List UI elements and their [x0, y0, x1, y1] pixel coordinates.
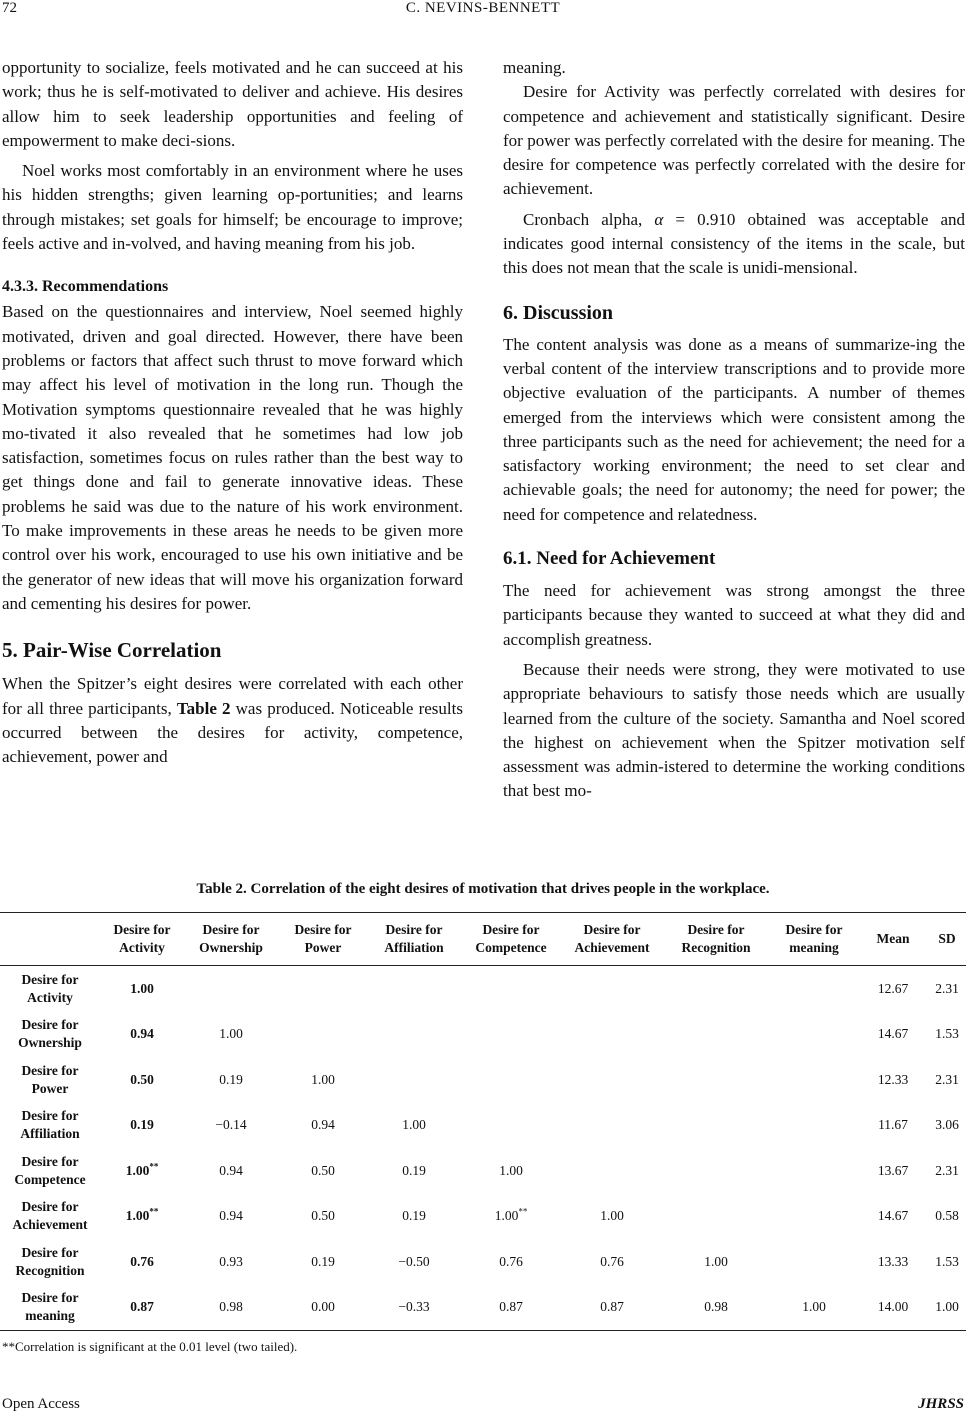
column-header — [662, 913, 770, 966]
correlation-cell — [770, 1239, 858, 1285]
column-header-text: Desire for — [294, 922, 352, 937]
row-header — [0, 966, 100, 1012]
correlation-value: 0.87 — [130, 1299, 154, 1315]
correlation-cell — [460, 1285, 562, 1331]
correlation-cell — [278, 1239, 368, 1285]
correlation-cell — [460, 1012, 562, 1058]
column-header — [278, 913, 368, 966]
correlation-value: 0.76 — [499, 1253, 523, 1269]
mean-cell: 14.00 — [877, 1299, 909, 1315]
mean-cell: 11.67 — [878, 1117, 908, 1133]
row-header-text: Desire for — [21, 1017, 79, 1033]
correlation-cell — [368, 1194, 460, 1240]
correlation-cell — [662, 1057, 770, 1103]
correlation-value: 0.87 — [499, 1299, 523, 1315]
correlation-cell — [184, 1103, 278, 1149]
column-header-text: Desire for — [385, 922, 443, 937]
column-header — [100, 913, 184, 966]
column-header-text: Desire for — [202, 922, 260, 937]
column-header-text: Desire for — [785, 922, 843, 937]
correlation-cell — [184, 1239, 278, 1285]
correlation-cell — [562, 1012, 662, 1058]
row-header-text: Desire for — [21, 1062, 79, 1078]
row-header — [0, 1148, 100, 1194]
row-header-text: meaning — [25, 1308, 75, 1324]
subsection-heading-need-for-achievement: 6.1. Need for Achievement — [503, 548, 716, 570]
correlation-value: 0.94 — [130, 1026, 154, 1042]
correlation-value: −0.33 — [398, 1299, 430, 1315]
correlation-table — [0, 912, 966, 1331]
column-header-text: meaning — [789, 940, 839, 955]
paragraph-text: Cronbach alpha, — [523, 209, 655, 229]
correlation-cell — [100, 1148, 184, 1194]
correlation-cell — [662, 1103, 770, 1149]
sd-cell: 2.31 — [935, 1071, 959, 1087]
mean-cell: 12.67 — [877, 980, 909, 996]
column-header — [928, 913, 966, 966]
correlation-cell — [184, 1285, 278, 1331]
correlation-cell — [100, 1239, 184, 1285]
correlation-value: 0.76 — [600, 1253, 624, 1269]
correlation-value: 1.00 — [125, 1162, 150, 1178]
row-header-text: Desire for — [21, 1290, 79, 1306]
correlation-cell — [460, 1148, 562, 1194]
row-header-text: Desire for — [21, 1108, 79, 1124]
correlation-cell — [184, 1057, 278, 1103]
paragraph-text: = 0.910 obtained was acceptable and indicates good internal consistency of the items in the scale, but this does not mean that the scale is unidi-mensional. — [503, 209, 966, 278]
column-header-text: Mean — [876, 931, 910, 946]
correlation-value: 0.19 — [402, 1162, 426, 1178]
mean-cell: 13.67 — [877, 1162, 909, 1178]
correlation-cell — [662, 966, 770, 1012]
column-header-text: SD — [938, 931, 956, 946]
correlation-cell — [278, 1012, 368, 1058]
correlation-value: 0.87 — [600, 1299, 624, 1315]
left-column — [2, 56, 463, 769]
column-header-text: Power — [304, 940, 342, 955]
correlation-cell — [184, 1012, 278, 1058]
page-number: 72 — [2, 0, 17, 16]
row-header — [0, 1103, 100, 1149]
paragraph: The content analysis was done as a means of summarize-ing the verbal content of the interview transcriptions and to provide more objective evaluation of the participants. A number of themes emerged from the interviews which were consistent among the three participants such as the need for achievement; the need for a satisfactory working environment; the need to set clear and achievable goals; the need for autonomy; the need for power; the need for competence and relatedness. — [503, 334, 965, 524]
correlation-cell — [662, 1194, 770, 1240]
sd-cell: 3.06 — [935, 1117, 959, 1133]
correlation-cell — [662, 1285, 770, 1331]
row-header-text: Power — [31, 1080, 69, 1096]
paragraph: Because their needs were strong, they were motivated to use appropriate behaviours to satisfy those needs which are usually learned from the culture of the society. Samantha and Noel scored the highest on achievement when the Spitzer motivation self assessment was admin-istered to determine the working conditions that best mo- — [503, 659, 965, 801]
paragraph: opportunity to socialize, feels motivated and he can succeed at his work; thus he is self-motivated to deliver and achieve. His desires allow him to seek leadership opportunities and feeling of empowerment to make deci-sions. — [2, 58, 463, 150]
correlation-cell — [562, 1239, 662, 1285]
correlation-cell — [100, 1194, 184, 1240]
correlation-value: 0.98 — [704, 1299, 728, 1315]
column-header-text: Recognition — [681, 940, 751, 955]
correlation-cell — [368, 1012, 460, 1058]
paragraph: meaning. — [503, 58, 566, 77]
correlation-cell — [770, 1057, 858, 1103]
correlation-cell — [770, 966, 858, 1012]
column-header — [368, 913, 460, 966]
correlation-cell — [100, 1057, 184, 1103]
table-header-row — [0, 913, 966, 966]
correlation-value: 0.50 — [311, 1208, 335, 1224]
table-body — [0, 966, 966, 1331]
row-header — [0, 1012, 100, 1058]
correlation-value: 1.00 — [802, 1299, 826, 1315]
paragraph: Desire for Activity was perfectly correlated with desires for competence and achievement and statistically significant. Desire for power was perfectly correlated with the desire for meaning. The desire for competence was perfectly correlated with the desire for achievement. — [503, 82, 965, 199]
correlation-cell — [100, 1012, 184, 1058]
row-header-text: Ownership — [18, 1035, 82, 1051]
correlation-cell — [770, 1194, 858, 1240]
correlation-cell — [662, 1148, 770, 1194]
sd-cell: 1.00 — [935, 1299, 959, 1315]
correlation-cell — [662, 1239, 770, 1285]
column-header-text: Desire for — [583, 922, 641, 937]
column-header-text: Desire for — [482, 922, 540, 937]
sd-cell: 2.31 — [935, 1162, 959, 1178]
column-header-text: Activity — [119, 940, 165, 955]
correlation-cell — [460, 1057, 562, 1103]
correlation-value: 0.98 — [219, 1299, 243, 1315]
section-heading-pair-wise-correlation: 5. Pair-Wise Correlation — [2, 638, 222, 663]
column-header-text: Competence — [475, 940, 547, 955]
row-header-text: Desire for — [21, 1244, 79, 1260]
footer-open-access: Open Access — [2, 1396, 80, 1412]
correlation-value: 0.76 — [130, 1253, 154, 1269]
correlation-cell — [184, 966, 278, 1012]
correlation-value: −0.14 — [215, 1117, 247, 1133]
right-column — [503, 56, 965, 804]
table-row — [0, 966, 966, 1012]
correlation-value: 0.19 — [130, 1117, 154, 1133]
correlation-cell — [100, 966, 184, 1012]
correlation-value: 0.94 — [311, 1117, 335, 1133]
row-header-text: Desire for — [21, 971, 79, 987]
column-header-text: Achievement — [574, 940, 650, 955]
correlation-cell — [100, 1285, 184, 1331]
subsection-heading-recommendations: 4.3.3. Recommendations — [2, 278, 169, 296]
correlation-cell — [184, 1194, 278, 1240]
table-row — [0, 1239, 966, 1285]
correlation-cell — [460, 1194, 562, 1240]
paragraph: Based on the questionnaires and interview, Noel seemed highly motivated, driven and goal directed. However, there have been problems or factors that affect such thrust to move forward which may affect his level of motivation in the long run. Though the Motivation symptoms questionnaire revealed that he was highly mo-tivated it also revealed that he sometimes had low job satisfaction, sometimes focus on rules rather than the best way to get things done and fail to generate innovative ideas. These problems he said was due to the nature of his work environment. To make improvements in these areas he needs to be given more control over his work, encouraged to use his own initiative and be the generator of new ideas that will move his organization forward and cementing his desires for power. — [2, 302, 463, 613]
significance-marker: ** — [149, 1161, 159, 1172]
paragraph — [2, 672, 463, 769]
correlation-cell — [368, 1285, 460, 1331]
row-header-text: Desire for — [21, 1199, 79, 1215]
correlation-value: 1.00 — [402, 1117, 426, 1133]
correlation-value: 0.94 — [219, 1162, 243, 1178]
column-header-text: Ownership — [199, 940, 263, 955]
sd-cell: 1.53 — [935, 1026, 959, 1042]
correlation-cell — [662, 1012, 770, 1058]
correlation-cell — [770, 1103, 858, 1149]
correlation-cell — [770, 1148, 858, 1194]
table-row — [0, 1057, 966, 1103]
correlation-cell — [278, 1057, 368, 1103]
sd-cell: 2.31 — [935, 980, 959, 996]
correlation-cell — [278, 1148, 368, 1194]
correlation-cell — [460, 1103, 562, 1149]
table-row — [0, 1194, 966, 1240]
correlation-value: 0.00 — [311, 1299, 335, 1315]
row-header — [0, 1239, 100, 1285]
sd-cell: 0.58 — [935, 1208, 959, 1224]
correlation-cell — [460, 1239, 562, 1285]
correlation-cell — [278, 1194, 368, 1240]
row-header-text: Recognition — [15, 1262, 85, 1278]
correlation-value: 1.00 — [494, 1208, 519, 1224]
alpha-symbol: α — [654, 209, 664, 229]
table-reference-link[interactable]: Table 2 — [176, 698, 231, 718]
correlation-cell — [562, 1285, 662, 1331]
column-header — [460, 913, 562, 966]
correlation-cell — [770, 1285, 858, 1331]
correlation-cell — [562, 966, 662, 1012]
row-header-text: Activity — [27, 989, 73, 1005]
correlation-cell — [562, 1057, 662, 1103]
correlation-cell — [460, 966, 562, 1012]
correlation-cell — [562, 1148, 662, 1194]
correlation-value: 1.00 — [499, 1162, 523, 1178]
correlation-value: 0.19 — [402, 1208, 426, 1224]
paragraph: Noel works most comfortably in an environment where he uses his hidden strengths; given learning op-portunities; and learns through mistakes; set goals for himself; be encourage to improve; feels active and in-volved, and having meaning from his job. — [2, 161, 463, 254]
row-header-text: Affiliation — [20, 1126, 80, 1142]
table-row — [0, 1012, 966, 1058]
correlation-cell — [562, 1103, 662, 1149]
row-header — [0, 1285, 100, 1331]
correlation-cell — [278, 1103, 368, 1149]
correlation-cell — [368, 966, 460, 1012]
table-footnote: **Correlation is significant at the 0.01 level (two tailed). — [2, 1339, 298, 1354]
correlation-cell — [770, 1012, 858, 1058]
column-header — [562, 913, 662, 966]
row-header — [0, 1194, 100, 1240]
correlation-value: 0.94 — [219, 1208, 243, 1224]
paragraph: The need for achievement was strong amongst the three participants because they wanted to succeed at what they did and accomplish greatness. — [503, 581, 965, 649]
column-header-text: Desire for — [113, 922, 171, 937]
section-heading-discussion: 6. Discussion — [503, 301, 614, 324]
correlation-cell — [278, 966, 368, 1012]
mean-cell: 12.33 — [877, 1071, 909, 1087]
correlation-cell — [368, 1057, 460, 1103]
correlation-value: 1.00 — [219, 1026, 243, 1042]
correlation-cell — [184, 1148, 278, 1194]
table-corner-cell — [0, 913, 100, 966]
paragraph-text: was produced. Noticeable results occurred between the desires for activity, competence, achievement, power and — [2, 698, 463, 767]
correlation-cell — [368, 1103, 460, 1149]
column-header-text: Affiliation — [384, 940, 444, 955]
correlation-cell — [368, 1239, 460, 1285]
table-row — [0, 1103, 966, 1149]
table-row — [0, 1285, 966, 1331]
correlation-value: 0.93 — [219, 1253, 243, 1269]
correlation-cell — [278, 1285, 368, 1331]
running-header-author: C. NEVINS-BENNETT — [405, 0, 561, 16]
column-header-text: Desire for — [687, 922, 745, 937]
paragraph-text: When the Spitzer’s eight desires were correlated with each other for all three participants, — [2, 674, 463, 718]
correlation-value: 1.00 — [704, 1253, 728, 1269]
row-header-text: Achievement — [12, 1217, 88, 1233]
correlation-value: 1.00 — [600, 1208, 624, 1224]
footer-journal-name: JHRSS — [918, 1396, 964, 1412]
mean-cell: 14.67 — [877, 1026, 909, 1042]
row-header-text: Desire for — [21, 1153, 79, 1169]
sd-cell: 1.53 — [935, 1253, 959, 1269]
correlation-cell — [100, 1103, 184, 1149]
column-header — [858, 913, 928, 966]
row-header — [0, 1057, 100, 1103]
correlation-value: 0.50 — [311, 1162, 335, 1178]
mean-cell: 13.33 — [877, 1253, 909, 1269]
correlation-value: 0.19 — [311, 1253, 335, 1269]
mean-cell: 14.67 — [877, 1208, 909, 1224]
paragraph — [503, 208, 965, 281]
correlation-value: 1.00 — [125, 1208, 150, 1224]
correlation-cell — [368, 1148, 460, 1194]
correlation-value: 1.00 — [130, 980, 154, 996]
correlation-value: 1.00 — [311, 1071, 335, 1087]
row-header-text: Competence — [14, 1171, 86, 1187]
correlation-value: 0.19 — [219, 1071, 243, 1087]
correlation-cell — [562, 1194, 662, 1240]
column-header — [184, 913, 278, 966]
significance-marker: ** — [149, 1206, 159, 1217]
table-row — [0, 1148, 966, 1194]
column-header — [770, 913, 858, 966]
table-caption: Table 2. Correlation of the eight desires of motivation that drives people in the workplace. — [196, 881, 770, 897]
significance-marker: ** — [518, 1206, 528, 1217]
correlation-value: 0.50 — [130, 1071, 154, 1087]
correlation-value: −0.50 — [398, 1253, 430, 1269]
